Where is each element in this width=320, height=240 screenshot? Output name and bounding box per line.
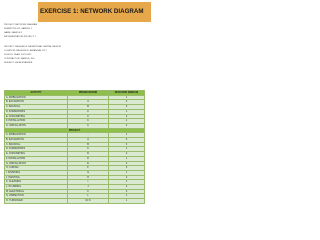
cell-predecessor: D [68,152,109,157]
cell-predecessor: E [68,161,109,166]
page-title: EXERCISE 1: NETWORK DIAGRAM [38,2,151,22]
header-predecessor: PREDECESSOR [68,91,109,96]
info-line: LOCATION: PAGSUNOD, BATANGAS CITY [4,50,47,52]
info-line: SUBJECT: SIR ALEXANDER [4,62,33,64]
cell-predecessor: C [68,109,109,114]
info-line: SCHOOL YEAR: 2021-2022 [4,54,32,56]
cell-activity: K. CLEANING [5,180,68,185]
cell-duration: 2 [109,175,145,180]
cell-activity: L. PLUMBING [5,185,68,190]
cell-duration: 2 [109,100,145,105]
cell-activity: F. INSTALLATION [5,119,68,124]
cell-activity: D. FORMWORKS [5,147,68,152]
cell-duration: 2 [109,123,145,128]
cell-predecessor: K [68,189,109,194]
cell-duration: 1 [109,170,145,175]
cell-duration: 2 [109,138,145,143]
cell-duration: 1 [109,199,145,204]
info-line: PROJECT: PAGSUNOD SA NATIONAL CAPITAL REGION [4,46,61,48]
info-line: CONTRACTOR: SAMPLE, INC. [4,58,36,60]
cell-predecessor: D [68,156,109,161]
cell-activity: F. INSTALLATION [5,156,68,161]
cell-predecessor: I [68,180,109,185]
activity-table [4,90,145,204]
cell-predecessor: L [68,194,109,199]
table-row [5,199,145,204]
cell-activity: I. FINISHING [5,170,68,175]
cell-activity: G. INSTALLATION [5,161,68,166]
cell-activity: N. INSPECTION [5,194,68,199]
cell-predecessor: J [68,185,109,190]
info-line: PROJECT: NETWORK DIAGRAM [4,24,38,26]
cell-predecessor: B [68,142,109,147]
cell-activity: G. INSTALLATION [5,123,68,128]
cell-activity: C. BACKFILL [5,142,68,147]
cell-duration: 2 [109,185,145,190]
cell-activity: H. CURING [5,166,68,171]
cell-duration: 3 [109,142,145,147]
cell-predecessor: A [68,100,109,105]
cell-predecessor: C [68,123,109,128]
cell-predecessor: F [68,166,109,171]
cell-predecessor: - [68,95,109,100]
cell-activity: A. MOBILIZATION [5,95,68,100]
cell-duration: 2 [109,189,145,194]
cell-activity: E. CONCRETING [5,152,68,157]
cell-activity: B. EXCAVATION [5,100,68,105]
cell-activity: D. FORMWORKS [5,109,68,114]
cell-duration: 1 [109,95,145,100]
header-duration: DURATION (WEEKS) [109,91,145,96]
cell-duration: 1 [109,109,145,114]
info-line: SUBMITTED BY: SAMPLE 1 [4,28,32,30]
cell-duration: 1 [109,119,145,124]
cell-predecessor: G [68,170,109,175]
info-line: NAME: SAMPLE 1 [4,32,23,34]
section-label: PROJECT [5,128,145,133]
cell-duration: 2 [109,161,145,166]
cell-duration: 1 [109,156,145,161]
cell-predecessor: B [68,105,109,110]
cell-duration: 1 [109,147,145,152]
cell-activity: M. ELECTRICAL [5,189,68,194]
info-line: IMPLEMENTATION PROJECT: 1 [4,36,37,38]
cell-predecessor: - [68,133,109,138]
cell-duration: 1 [109,180,145,185]
cell-predecessor: H [68,175,109,180]
cell-activity: O. TURNOVER [5,199,68,204]
cell-activity: B. EXCAVATION [5,138,68,143]
header-activity: ACTIVITY [5,91,68,96]
cell-activity: C. BACKFILL [5,105,68,110]
cell-predecessor: C [68,147,109,152]
cell-predecessor: C [68,119,109,124]
cell-predecessor: C [68,114,109,119]
cell-activity: J. PAINTING [5,175,68,180]
cell-predecessor: M, N [68,199,109,204]
cell-duration: 2 [109,114,145,119]
cell-duration: 1 [109,133,145,138]
cell-duration: 2 [109,152,145,157]
cell-predecessor: A [68,138,109,143]
cell-duration: 3 [109,166,145,171]
cell-duration: 1 [109,194,145,199]
cell-activity: A. MOBILIZATION [5,133,68,138]
cell-duration: 3 [109,105,145,110]
cell-activity: E. CONCRETING [5,114,68,119]
